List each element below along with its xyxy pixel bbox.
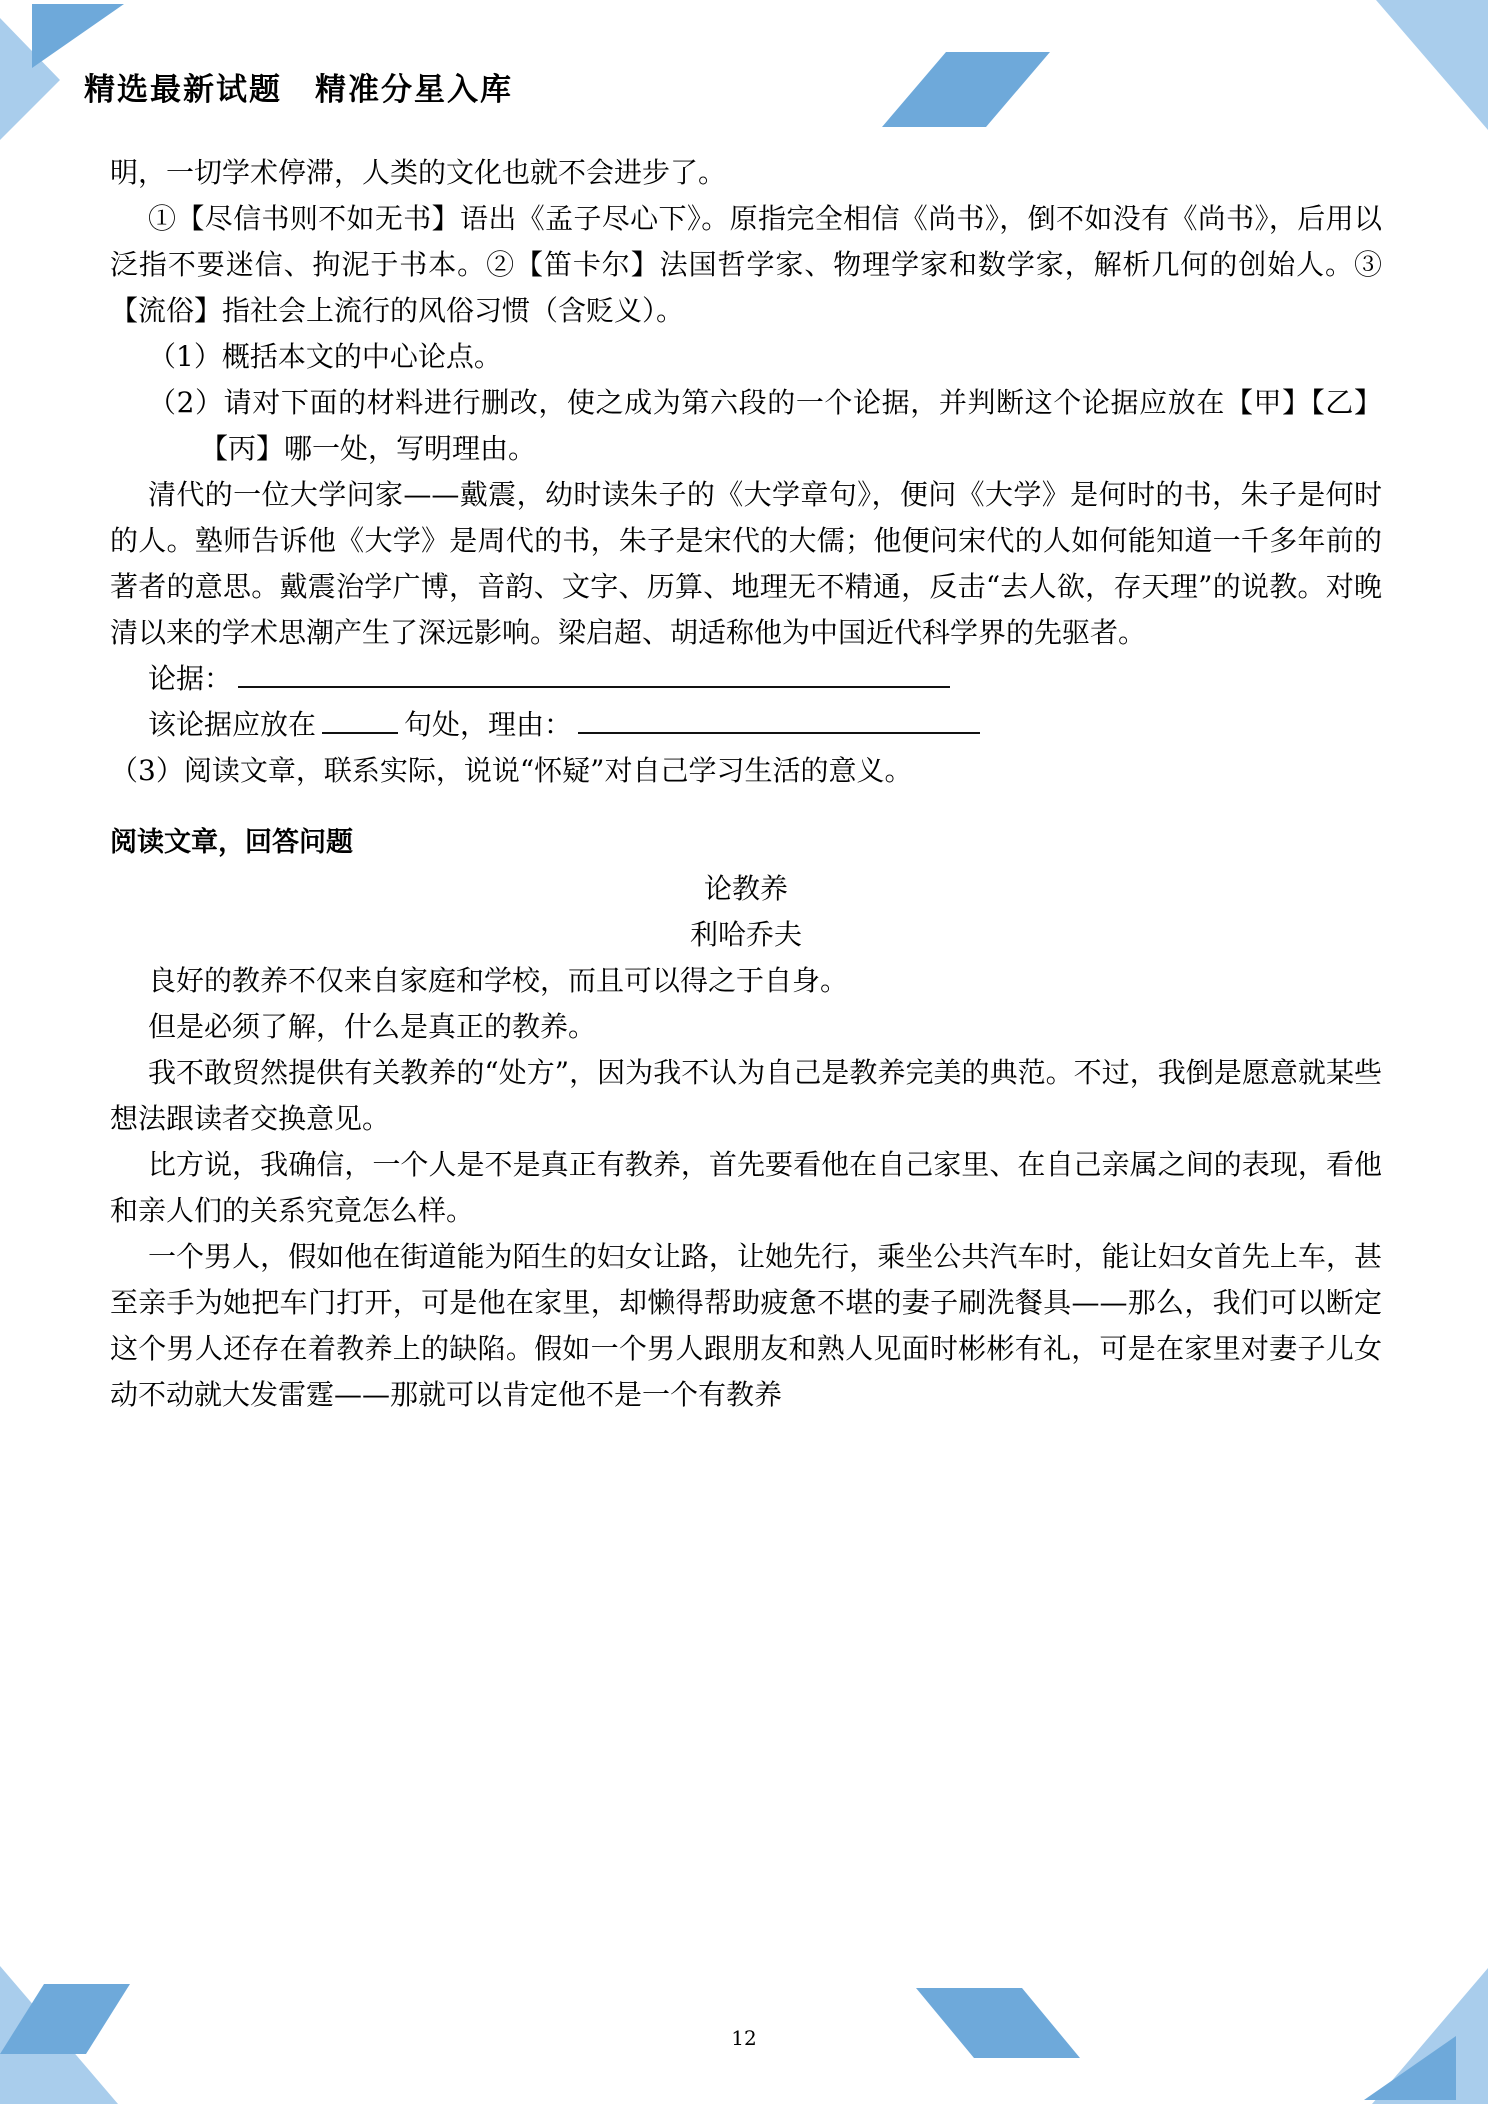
essay-title: 论教养 [703, 872, 788, 905]
reading-section-heading: 阅读文章，回答问题 [110, 827, 353, 858]
essay-paragraph-2: 但是必须了解，什么是真正的教养。 [148, 1010, 597, 1043]
placement-blank-row [110, 702, 1382, 748]
reason-blank-underline [578, 708, 980, 734]
answer-blank-row [110, 656, 1382, 702]
question-2: （2）请对下面的材料进行删改，使之成为第六段的一个论据，并判断这个论据应放在【甲】【乙】【丙】哪一处，写明理由。 [148, 386, 1382, 465]
question-1: （1）概括本文的中心论点。 [148, 340, 502, 373]
question-3: （3）阅读文章，联系实际，说说“怀疑”对自己学习生活的意义。 [110, 754, 913, 787]
answer-blank-label: 论据： [148, 662, 233, 695]
essay-paragraph-4: 比方说，我确信，一个人是不是真正有教养，首先要看他在自己家里、在自己亲属之间的表现，看他和亲人们的关系究竟怎么样。 [110, 1148, 1382, 1227]
page-number: 12 [731, 2026, 757, 2050]
answer-blank-underline [238, 662, 950, 688]
corner-parallelogram-top-right [882, 52, 1050, 127]
essay-paragraph-3: 我不敢贸然提供有关教养的“处方”，因为我不认为自己是教养完美的典范。不过，我倒是愿意就某些想法跟读者交换意见。 [110, 1056, 1382, 1135]
placement-label-after: 句处，理由： [404, 708, 573, 741]
continuation-line: 明，一切学术停滞，人类的文化也就不会进步了。 [110, 156, 727, 189]
corner-triangle-top-right-light [1376, 0, 1488, 130]
placement-blank-short-underline [322, 708, 398, 734]
essay-paragraph-1: 良好的教养不仅来自家庭和学校，而且可以得之于自身。 [148, 964, 849, 997]
page-header-title: 精选最新试题 精准分星入库 [84, 72, 513, 108]
essay-author: 利哈乔夫 [689, 918, 802, 951]
annotations-paragraph: ①【尽信书则不如无书】语出《孟子尽心下》。原指完全相信《尚书》，倒不如没有《尚书》，后用以泛指不要迷信、拘泥于书本。②【笛卡尔】法国哲学家、物理学家和数学家，解析几何的创始人。③【流俗】指社会上流行的风俗习惯（含贬义）。 [110, 202, 1382, 327]
placement-label-before: 该论据应放在 [148, 708, 317, 741]
essay-paragraph-5: 一个男人，假如他在街道能为陌生的妇女让路，让她先行，乘坐公共汽车时，能让妇女首先上车，甚至亲手为她把车门打开，可是他在家里，却懒得帮助疲惫不堪的妻子刷洗餐具——那么，我们可以断定这个男人还存在着教养上的缺陷。假如一个男人跟朋友和熟人见面时彬彬有礼，可是在家里对妻子儿女动不动就大发雷霆——那就可以肯定他不是一个有教养 [110, 1240, 1382, 1411]
corner-triangle-top-left-medium [32, 4, 124, 68]
document-body [110, 150, 1382, 1418]
corner-triangle-top-left-light [0, 18, 60, 140]
material-paragraph: 清代的一位大学问家——戴震，幼时读朱子的《大学章句》，便问《大学》是何时的书，朱子是何时的人。塾师告诉他《大学》是周代的书，朱子是宋代的大儒；他便问宋代的人如何能知道一千多年前的著者的意思。戴震治学广博，音韵、文字、历算、地理无不精通，反击“去人欲，存天理”的说教。对晚清以来的学术思潮产生了深远影响。梁启超、胡适称他为中国近代科学界的先驱者。 [110, 478, 1382, 649]
